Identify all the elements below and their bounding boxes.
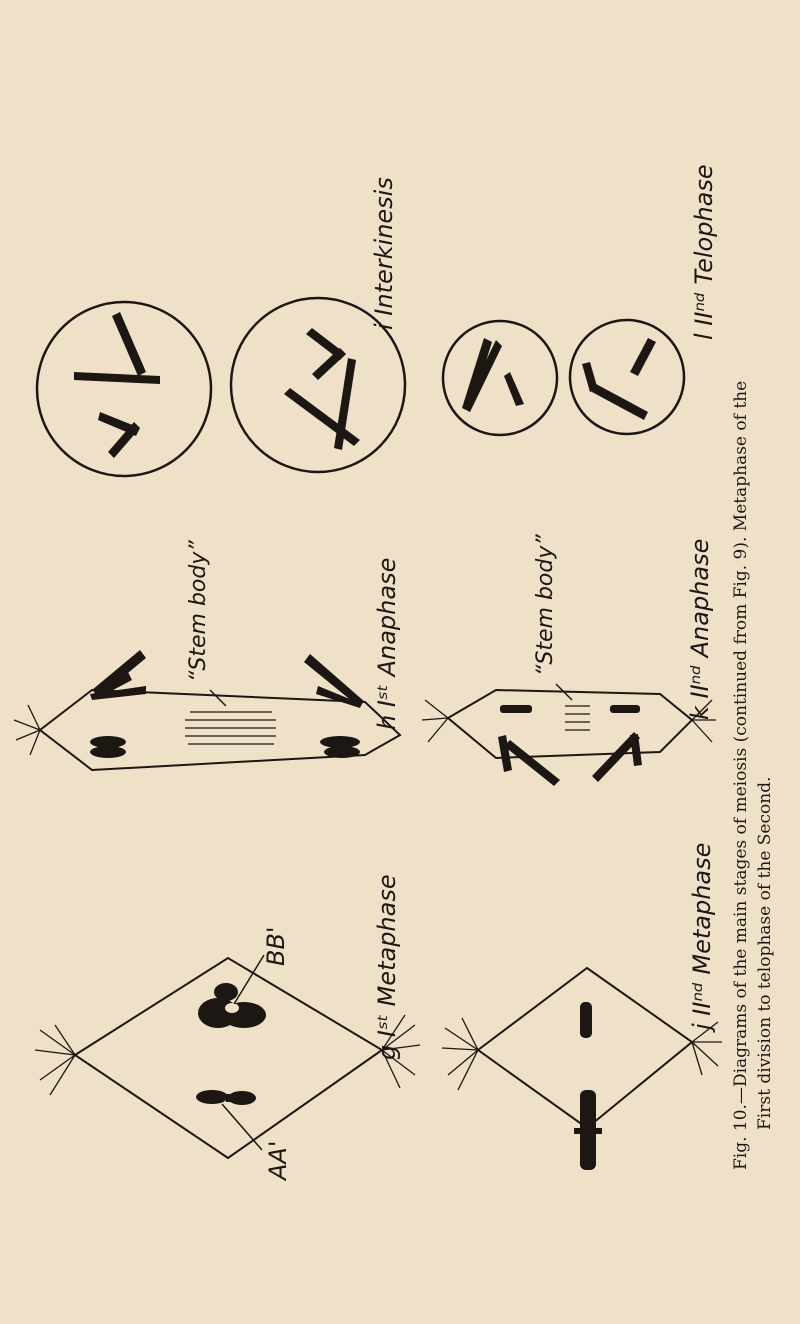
chromosomes-i-right: [284, 328, 360, 450]
bivalent-bb: [198, 983, 266, 1028]
label-h: h Iˢᵗ Anaphase: [373, 557, 401, 730]
bivalent-aa: [196, 1090, 256, 1105]
spindle-k: [448, 690, 692, 758]
chromosomes-k: [498, 705, 642, 786]
marker-bb: BB': [262, 926, 290, 966]
chromosomes-l-right: [582, 338, 656, 420]
aster-g-left: [35, 1025, 75, 1095]
stem-label-h: “Stem body”: [186, 540, 211, 682]
panel-i-interkinesis: [37, 177, 405, 476]
caption: [731, 381, 775, 1170]
chromosomes-h-right: [304, 654, 365, 758]
aster-j-left: [442, 1018, 478, 1090]
marker-aa: AA': [264, 1140, 292, 1180]
label-j: j IIⁿᵈ Metaphase: [688, 842, 716, 1030]
panel-l-second-telophase: [443, 164, 718, 435]
stem-body-fibers-k: [565, 706, 590, 730]
cell-l-left: [443, 321, 557, 435]
label-g: g Iˢᵗ Metaphase: [373, 874, 401, 1060]
chromosomes-i-left: [74, 312, 160, 458]
panel-g-first-metaphase: [35, 874, 420, 1182]
stem-leader-h: [210, 690, 226, 706]
chromosomes-l-left: [462, 338, 524, 412]
label-k: k IIⁿᵈ Anaphase: [686, 538, 714, 720]
label-i: i Interkinesis: [370, 177, 398, 330]
caption-line-2: First division to telophase of the Second.: [755, 776, 775, 1130]
label-l: l IIⁿᵈ Telophase: [690, 164, 718, 340]
leader-aa: [222, 1104, 262, 1150]
caption-line-1: Fig. 10.—Diagrams of the main stages of meiosis (continued from Fig. 9). Metaphase of the: [731, 380, 751, 1170]
chromosomes-j: [574, 1002, 602, 1170]
stem-label-k: “Stem body”: [533, 534, 558, 676]
panel-k-second-anaphase: [422, 534, 716, 786]
panel-h-first-anaphase: [14, 540, 401, 770]
chromosomes-h-left: [90, 650, 146, 758]
aster-h: [14, 705, 40, 755]
aster-k-left: [422, 700, 448, 742]
stem-body-fibers-h: [185, 712, 276, 744]
panel-j-second-metaphase: [442, 843, 722, 1170]
leader-bb: [234, 955, 264, 1004]
